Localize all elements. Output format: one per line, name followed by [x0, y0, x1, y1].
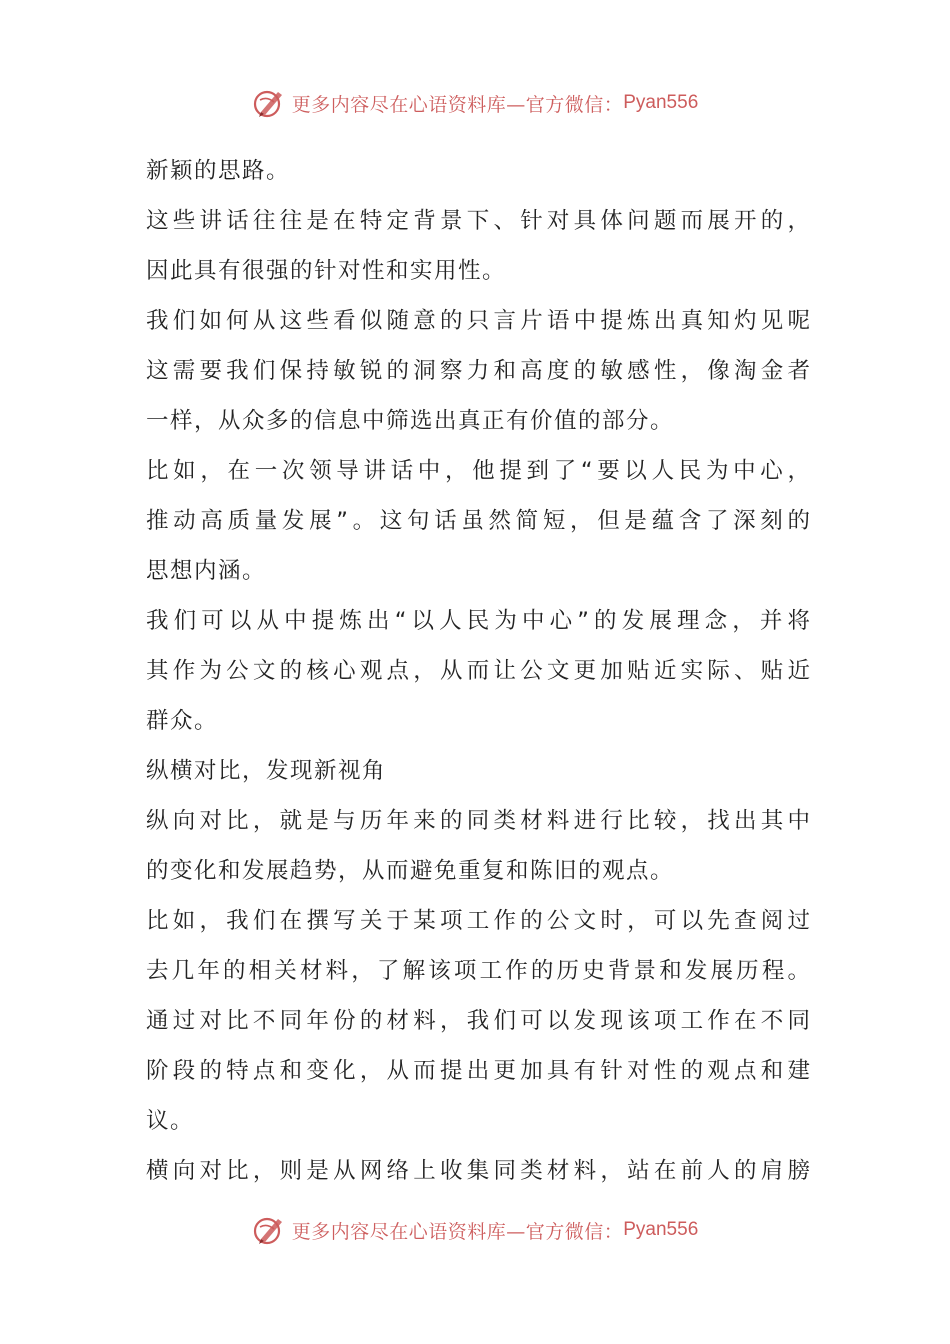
text-line: 我们可以从中提炼出“以人民为中心”的发展理念，并将 [146, 608, 810, 634]
header-banner-text: 更多内容尽在心语资料库—官方微信： [291, 93, 624, 116]
text-line: 比如，在一次领导讲话中，他提到了“要以人民为中心， [146, 458, 810, 484]
text-line: 群众。 [146, 708, 219, 734]
document-body [146, 146, 810, 1196]
text-line: 这些讲话往往是在特定背景下、针对具体问题而展开的， [146, 208, 810, 234]
text-line: 我们如何从这些看似随意的只言片语中提炼出真知灼见呢 [146, 308, 810, 334]
text-line: 的变化和发展趋势，从而避免重复和陈旧的观点。 [146, 858, 675, 884]
text-line: 纵向对比，就是与历年来的同类材料进行比较，找出其中 [146, 808, 810, 834]
text-line: 这需要我们保持敏锐的洞察力和高度的敏感性，像淘金者 [146, 358, 810, 384]
text-line: 去几年的相关材料，了解该项工作的历史背景和发展历程。 [146, 958, 810, 984]
text-line: 议。 [146, 1108, 195, 1134]
text-line: 阶段的特点和变化，从而提出更加具有针对性的观点和建 [146, 1058, 810, 1084]
text-line: 其作为公文的核心观点，从而让公文更加贴近实际、贴近 [146, 658, 810, 684]
text-line: 通过对比不同年份的材料，我们可以发现该项工作在不同 [146, 1008, 810, 1034]
footer-wechat-id: Pyan556 [623, 1219, 699, 1240]
text-line: 推动高质量发展”。这句话虽然简短，但是蕴含了深刻的 [146, 508, 810, 534]
header-wechat-id: Pyan556 [623, 92, 699, 113]
footer-banner [0, 1210, 950, 1250]
text-line: 比如，我们在撰写关于某项工作的公文时，可以先查阅过 [146, 908, 810, 934]
text-line: 横向对比，则是从网络上收集同类材料，站在前人的肩膀 [146, 1158, 810, 1184]
section-heading: 纵横对比，发现新视角 [146, 758, 387, 784]
text-line: 思想内涵。 [146, 558, 267, 584]
text-line: 新颖的思路。 [146, 158, 291, 184]
text-line: 一样，从众多的信息中筛选出真正有价值的部分。 [146, 408, 675, 434]
text-line: 因此具有很强的针对性和实用性。 [146, 258, 507, 284]
footer-banner-text: 更多内容尽在心语资料库—官方微信： [291, 1220, 624, 1243]
header-banner [0, 83, 950, 123]
pen-circle-logo-icon [252, 86, 286, 120]
pen-circle-logo-icon [252, 1213, 286, 1247]
